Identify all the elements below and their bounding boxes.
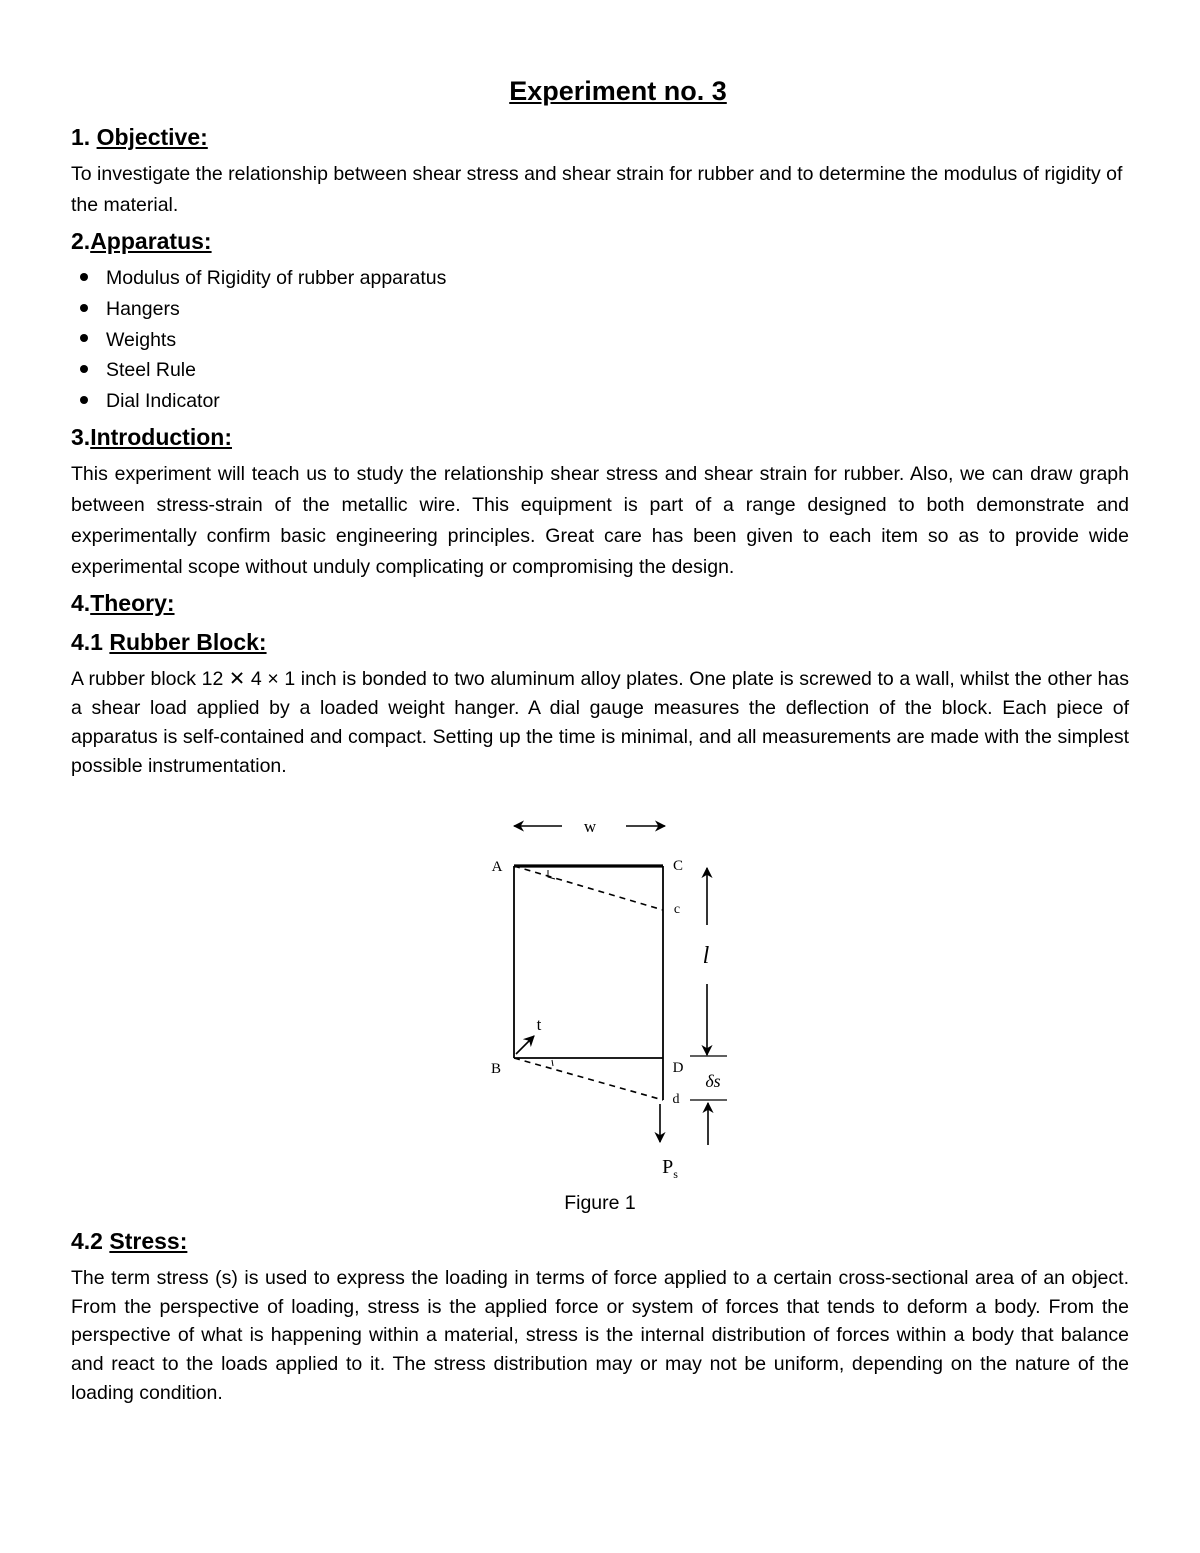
top-angle-mark [548, 870, 555, 879]
rubber-block-heading [71, 629, 267, 656]
label-d: d [672, 1092, 680, 1107]
shear-block-diagram [480, 810, 740, 1185]
theory-number: 4. [71, 590, 91, 616]
theory-heading-text: Theory: [90, 590, 175, 616]
list-item [80, 325, 446, 356]
introduction-number: 3. [71, 424, 91, 450]
objective-heading-text: Objective: [96, 124, 208, 150]
label-C: C [672, 858, 684, 874]
label-B: B [490, 1061, 502, 1077]
list-item-label: Modulus of Rigidity of rubber apparatus [106, 267, 447, 289]
list-item [80, 263, 446, 294]
apparatus-number: 2. [71, 228, 91, 254]
introduction-text: This experiment will teach us to study the relationship shear stress and shear strain for rubber. Also, we can draw graph between stress-strain of the metallic wire. This equipment is part of a range designed to both demonstrate and experimentally confirm basic engineering principles. Great care has been given to each item so as to provide wide experimental scope without unduly complicating or compromising the design. [71, 463, 1129, 578]
bullet-icon [80, 273, 88, 281]
label-t: t [536, 1015, 542, 1034]
list-item-label: Dial Indicator [106, 390, 220, 413]
figure-caption: Figure 1 [564, 1192, 636, 1214]
page-title: Experiment no. 3 [509, 76, 727, 106]
theory-heading [71, 590, 175, 617]
apparatus-heading [71, 228, 212, 255]
list-item-label: Hangers [106, 297, 180, 320]
stress-text: The term stress (s) is used to express the loading in terms of force applied to a certain cross-sectional area of an object. From the perspective of loading, stress is the applied force or system of forces that tends to deform a body. From the perspective of what is happening within a material, stress is the internal distribution of forces within a body that balance and react to the loads applied to it. The stress distribution may or may not be uniform, depending on the nature of the loading condition. [71, 1267, 1129, 1404]
objective-number: 1. [71, 124, 97, 150]
list-item-label: Steel Rule [106, 359, 196, 382]
apparatus-heading-text: Apparatus: [90, 228, 212, 254]
list-item [80, 294, 446, 325]
label-l: l [702, 943, 710, 969]
introduction-heading-text: Introduction: [90, 424, 232, 450]
stress-number: 4.2 [71, 1228, 110, 1254]
apparatus-list [80, 263, 446, 417]
label-Ps [662, 1156, 678, 1181]
bottom-angle-mark [552, 1060, 553, 1066]
list-item [80, 386, 446, 417]
label-w: w [583, 817, 597, 836]
bullet-icon [80, 334, 88, 342]
deformed-bottom-line [514, 1058, 663, 1100]
introduction-heading [71, 424, 232, 451]
rubber-block-heading-text: Rubber Block: [109, 629, 267, 655]
label-P: P [662, 1156, 674, 1178]
label-A: A [491, 859, 503, 875]
bullet-icon [80, 396, 88, 404]
stress-heading [71, 1228, 187, 1255]
deformed-top-line [514, 866, 663, 910]
label-c: c [673, 902, 681, 917]
stress-heading-text: Stress: [109, 1228, 188, 1254]
bullet-icon [80, 365, 88, 373]
t-arrow [516, 1036, 534, 1054]
objective-text: To investigate the relationship between shear stress and shear strain for rubber and to determine the modulus of rigidity of the material. [71, 163, 1123, 216]
rubber-block-number: 4.1 [71, 629, 110, 655]
rubber-block-text: A rubber block 12 ✕ 4 × 1 inch is bonded to two aluminum alloy plates. One plate is screwed to a wall, whilst the other has a shear load applied by a loaded weight hanger. A dial gauge measures the deflection of the block. Each piece of apparatus is self-contained and compact. Setting up the time is minimal, and all measurements are made with the simplest possible instrumentation. [71, 668, 1129, 777]
bullet-icon [80, 304, 88, 312]
list-item-label: Weights [106, 328, 177, 351]
list-item [80, 355, 446, 386]
label-delta-s: δs [705, 1071, 721, 1091]
label-D: D [672, 1060, 684, 1076]
label-P-subscript: s [673, 1167, 678, 1181]
objective-heading [71, 124, 208, 151]
